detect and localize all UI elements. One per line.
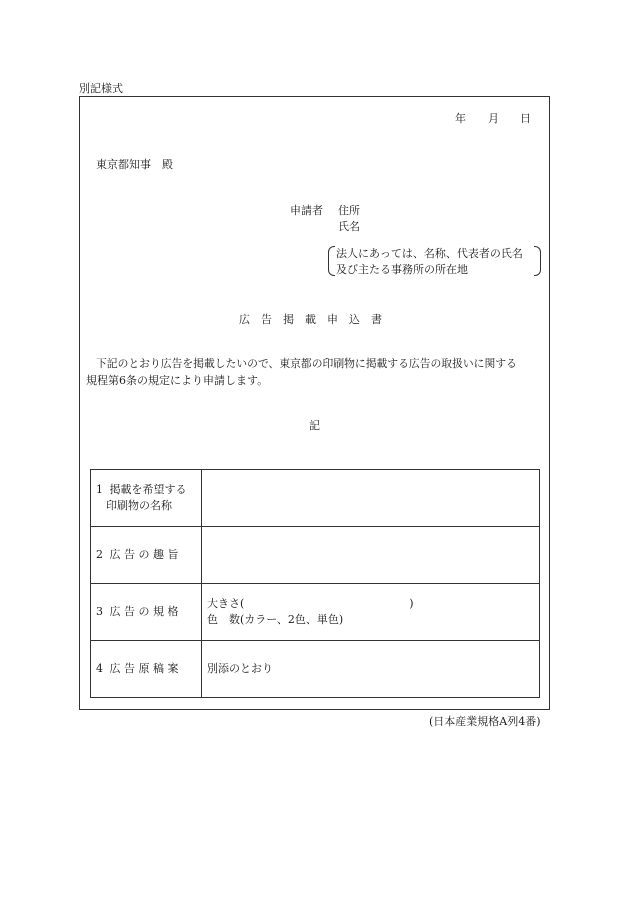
table-row <box>91 527 540 584</box>
footer-note: (日本産業規格A列4番) <box>429 715 541 728</box>
row-value[interactable]: 大きさ( ) 色 数(カラー、2色、単色) <box>202 584 540 641</box>
table-row <box>91 470 540 527</box>
body-line1: 下記のとおり広告を掲載したいので、東京都の印刷物に掲載する広告の取扱いに関する <box>96 357 517 370</box>
row-label: 2 広 告 の 趣 旨 <box>91 527 202 584</box>
row-label: 4 広 告 原 稿 案 <box>91 641 202 698</box>
table-row <box>91 641 540 698</box>
row-label: 3 広 告 の 規 格 <box>91 584 202 641</box>
applicant-role: 申請者 <box>290 204 323 217</box>
date-month: 月 <box>488 112 499 125</box>
note-bracket-right <box>534 246 541 276</box>
body-line2: 規程第6条の規定により申請します。 <box>86 374 269 387</box>
date-day: 日 <box>520 112 531 125</box>
note-bracket-left <box>328 246 335 276</box>
date-year: 年 <box>455 112 466 125</box>
form-label: 別記様式 <box>79 82 123 95</box>
document-title: 広 告 掲 載 申 込 書 <box>239 313 382 326</box>
row-label: 1 掲載を希望する 印刷物の名称 <box>91 470 202 527</box>
applicant-name-label: 氏名 <box>338 220 360 233</box>
applicant-note-line2: 及び主たる事務所の所在地 <box>336 263 468 276</box>
ki-heading: 記 <box>309 419 320 432</box>
row-value[interactable]: 別添のとおり <box>202 641 540 698</box>
application-table <box>90 469 540 698</box>
applicant-address-label: 住所 <box>338 204 360 217</box>
row-value[interactable] <box>202 470 540 527</box>
row-value[interactable] <box>202 527 540 584</box>
applicant-note-line1: 法人にあっては、名称、代表者の氏名 <box>336 247 523 260</box>
table-row <box>91 584 540 641</box>
addressee: 東京都知事 殿 <box>96 158 173 171</box>
